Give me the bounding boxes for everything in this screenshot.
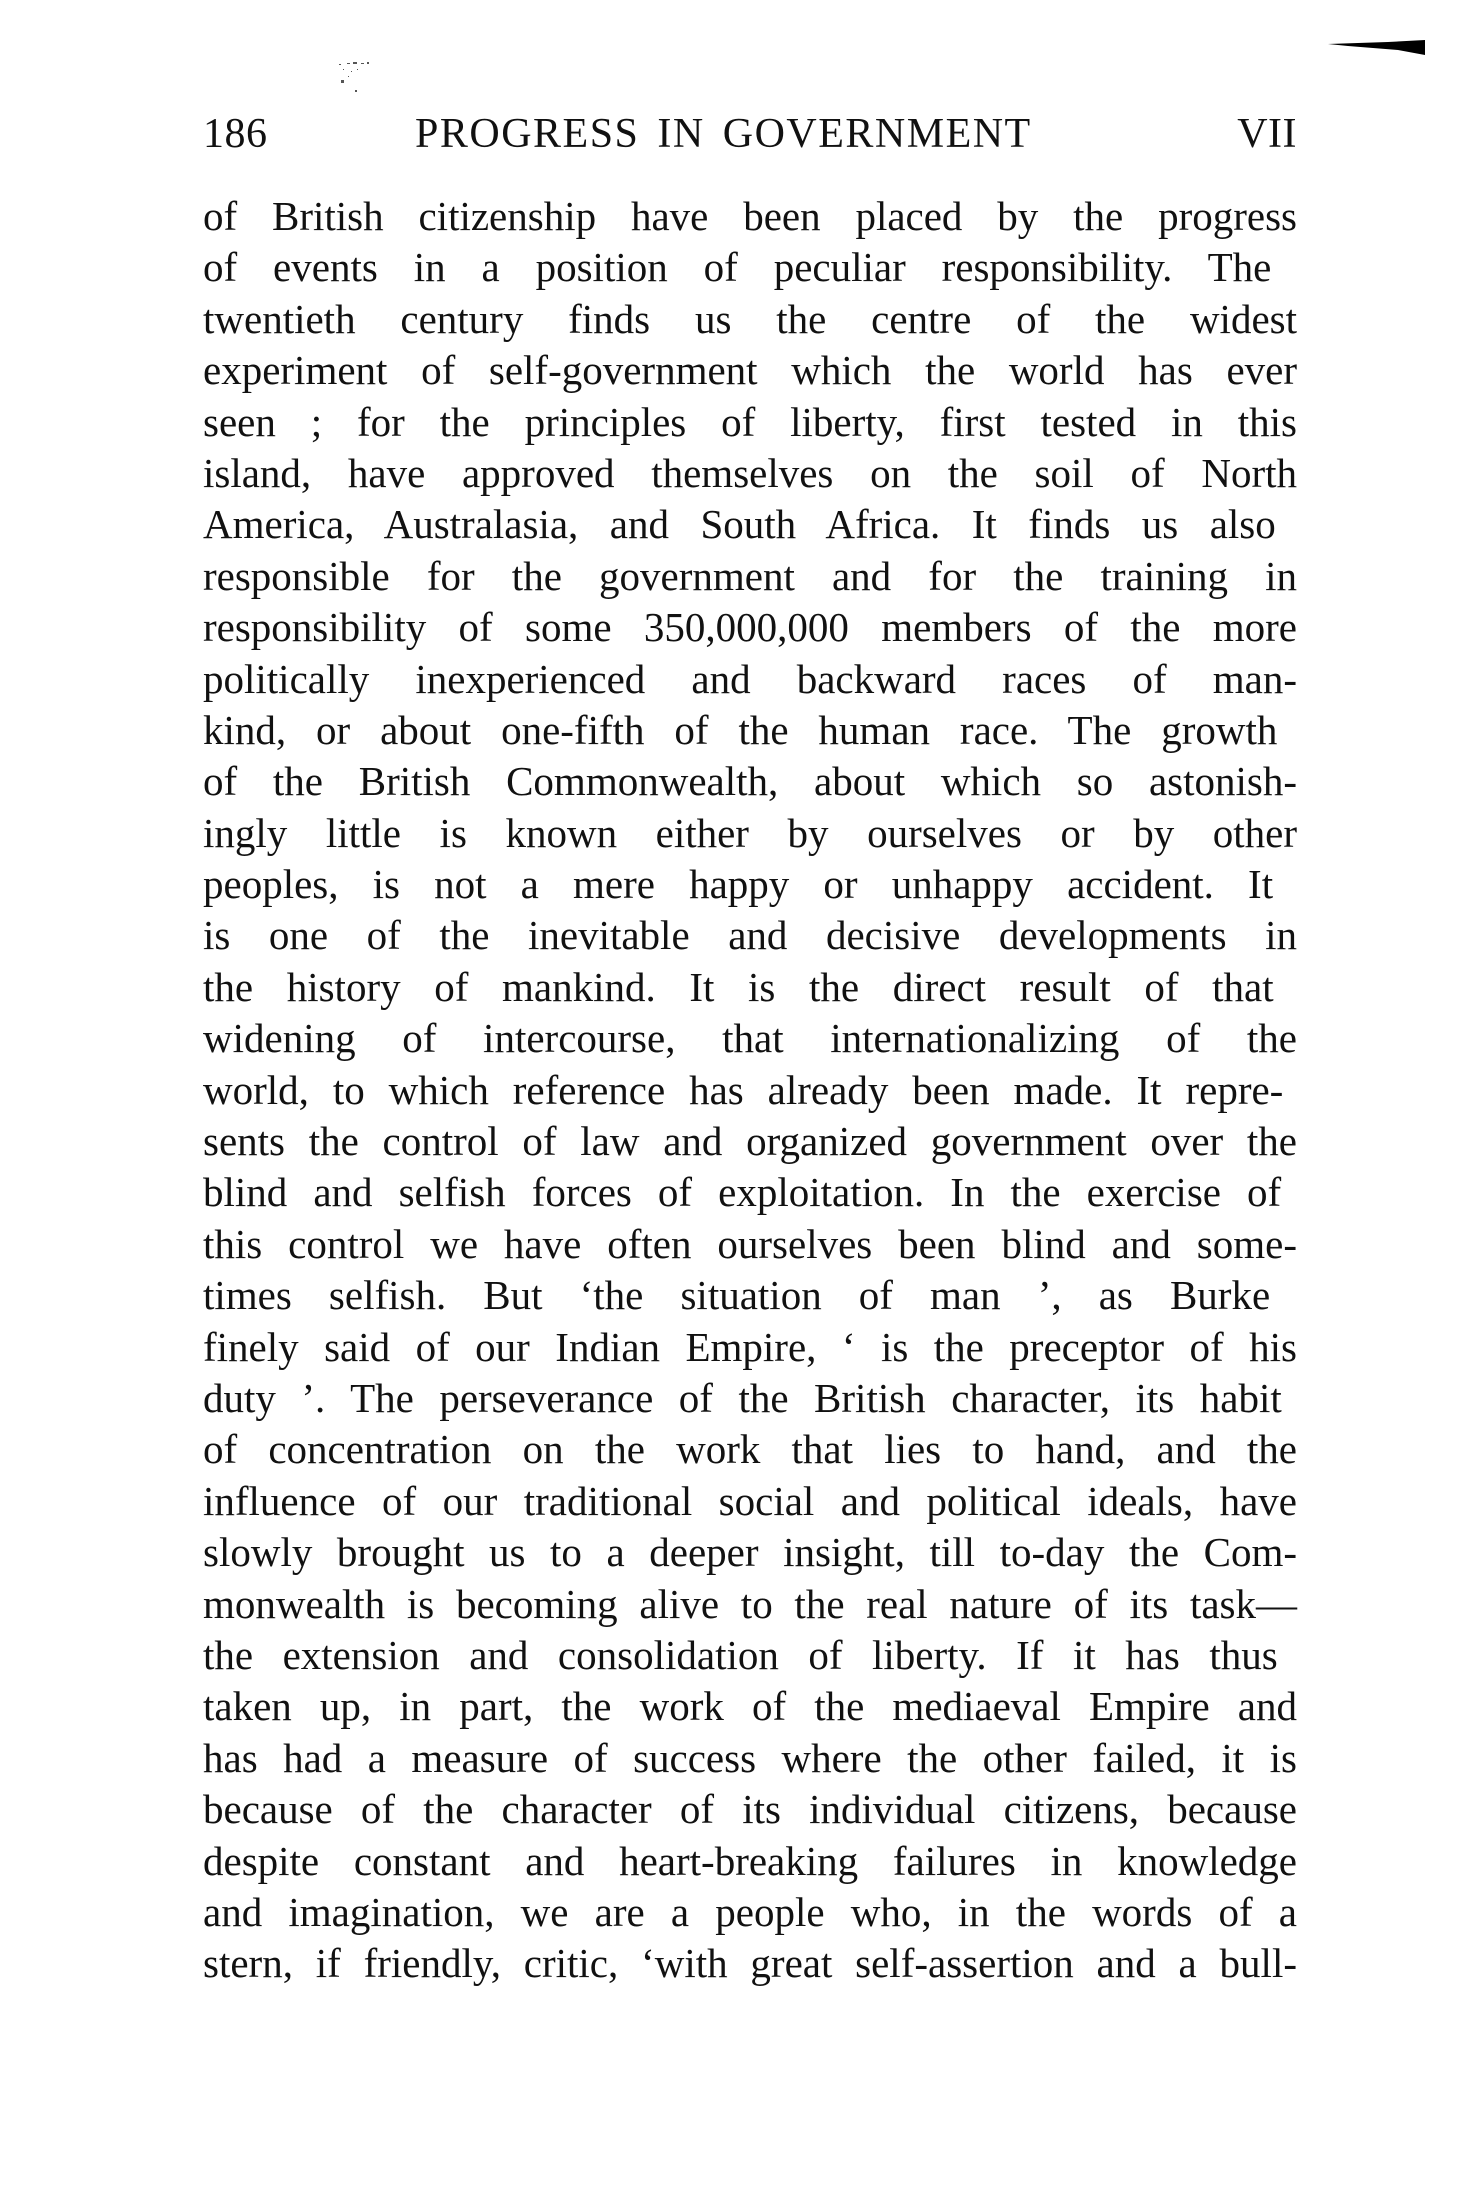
scan-noise-icon (335, 60, 395, 100)
page-number: 186 (203, 111, 268, 157)
text-line: times selfish. But ‘the situation of man ’, as Burke (203, 1272, 1271, 1319)
text-line: of events in a position of peculiar responsibility. The (203, 244, 1272, 291)
text-line: island, have approved themselves on the soil of North (203, 449, 1297, 496)
text-line: despite constant and heart-breaking failures in knowledge (203, 1837, 1297, 1884)
text-line: blind and selfish forces of exploitation. In the exercise of (203, 1169, 1282, 1216)
text-line: and imagination, we are a people who, in the words of a (203, 1888, 1297, 1935)
page-edge-mark-icon (1328, 38, 1425, 56)
text-line: has had a measure of success where the other failed, it is (203, 1734, 1297, 1781)
running-head (203, 112, 1297, 156)
text-line: politically inexperienced and backward races of man- (203, 655, 1297, 702)
text-line: responsible for the government and for the training in (203, 552, 1297, 599)
text-line: kind, or about one-fifth of the human race. The growth (203, 706, 1278, 753)
text-line: stern, if friendly, critic, ‘with great self-assertion and a bull- (203, 1940, 1297, 1987)
text-line: world, to which reference has already been made. It repre- (203, 1066, 1284, 1113)
text-line: duty ’. The perseverance of the British character, its habit (203, 1374, 1282, 1421)
text-line: of concentration on the work that lies to hand, and the (203, 1426, 1297, 1473)
running-title: PROGRESS IN GOVERNMENT (415, 111, 1032, 157)
text-line: the history of mankind. It is the direct result of that (203, 963, 1274, 1010)
text-line: widening of intercourse, that internationalizing of the (203, 1015, 1297, 1062)
text-line: taken up, in part, the work of the mediaeval Empire and (203, 1683, 1297, 1730)
text-line: influence of our traditional social and political ideals, have (203, 1477, 1297, 1524)
text-line: ingly little is known either by ourselves or by other (203, 809, 1297, 856)
text-line: the extension and consolidation of liberty. If it has thus (203, 1631, 1278, 1678)
text-line: of British citizenship have been placed by the progress (203, 193, 1297, 239)
text-line: seen ; for the principles of liberty, first tested in this (203, 398, 1297, 445)
text-line: because of the character of its individual citizens, because (203, 1786, 1297, 1833)
text-line: of the British Commonwealth, about which so astonish- (203, 758, 1297, 805)
text-line: finely said of our Indian Empire, ‘ is the preceptor of his (203, 1323, 1297, 1370)
text-line: monwealth is becoming alive to the real nature of its task— (203, 1580, 1297, 1627)
text-line: twentieth century finds us the centre of the widest (203, 295, 1297, 342)
text-line: slowly brought us to a deeper insight, till to-day the Com- (203, 1529, 1297, 1576)
text-line: experiment of self-government which the world has ever (203, 347, 1297, 394)
body-paragraph (203, 191, 1297, 1990)
text-line: is one of the inevitable and decisive developments in (203, 912, 1297, 959)
text-line: America, Australasia, and South Africa. It finds us also (203, 501, 1276, 548)
text-line: this control we have often ourselves been blind and some- (203, 1220, 1297, 1267)
text-line: sents the control of law and organized government over the (203, 1118, 1297, 1165)
text-line: responsibility of some 350,000,000 members of the more (203, 604, 1297, 651)
chapter-number: VII (1237, 111, 1297, 157)
text-line: peoples, is not a mere happy or unhappy accident. It (203, 861, 1274, 908)
